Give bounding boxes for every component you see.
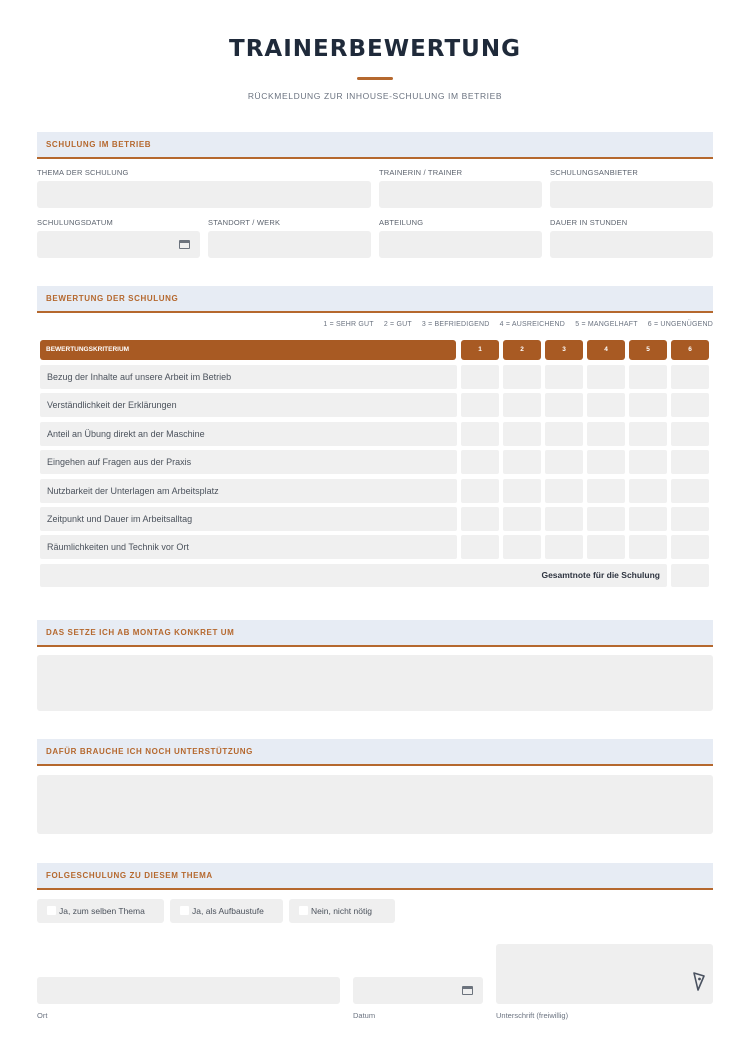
grade-cell-3[interactable] [545, 507, 583, 531]
section-header-umsetzung [37, 620, 713, 647]
calendar-icon[interactable] [462, 986, 473, 995]
grade-header-1: 1 [461, 340, 499, 360]
checkbox[interactable] [47, 906, 56, 915]
schulungsdatum-field[interactable] [37, 231, 200, 258]
section-header-folgeschulung [37, 863, 713, 890]
grade-cell-6[interactable] [671, 365, 709, 389]
option-selbes-thema[interactable] [37, 899, 164, 923]
grade-cell-1[interactable] [461, 450, 499, 474]
legend-item: 2 = GUT [383, 321, 412, 328]
criterion-label: Eingehen auf Fragen aus der Praxis [40, 450, 457, 474]
criterion-label: Anteil an Übung direkt an der Maschine [40, 422, 457, 446]
section-title: DAFÜR BRAUCHE ICH NOCH UNTERSTÜTZUNG [46, 747, 253, 756]
grade-cell-5[interactable] [629, 535, 667, 559]
grade-cell-6[interactable] [671, 450, 709, 474]
ort-field[interactable] [37, 977, 340, 1004]
option-label: Nein, nicht nötig [311, 906, 372, 916]
grade-cell-5[interactable] [629, 422, 667, 446]
grade-cell-3[interactable] [545, 479, 583, 503]
label-standort: STANDORT / WERK [208, 218, 281, 227]
grade-cell-4[interactable] [587, 507, 625, 531]
unterstuetzung-textarea[interactable] [37, 775, 713, 834]
option-aufbaustufe[interactable] [170, 899, 283, 923]
grade-cell-2[interactable] [503, 365, 541, 389]
grade-cell-4[interactable] [587, 365, 625, 389]
grade-cell-1[interactable] [461, 507, 499, 531]
grade-cell-1[interactable] [461, 422, 499, 446]
section-title: BEWERTUNG DER SCHULUNG [46, 294, 179, 303]
grade-header-2: 2 [503, 340, 541, 360]
checkbox[interactable] [180, 906, 189, 915]
datum-field[interactable] [353, 977, 483, 1004]
standort-field[interactable] [208, 231, 371, 258]
grade-cell-1[interactable] [461, 393, 499, 417]
grade-cell-6[interactable] [671, 507, 709, 531]
criterion-label: Bezug der Inhalte auf unsere Arbeit im Betrieb [40, 365, 457, 389]
label-unterschrift: Unterschrift (freiwillig) [496, 1011, 569, 1020]
signature-field[interactable] [496, 944, 713, 1004]
grade-header-4: 4 [587, 340, 625, 360]
label-anbieter: SCHULUNGSANBIETER [550, 168, 638, 177]
total-row [40, 564, 667, 587]
grade-cell-5[interactable] [629, 393, 667, 417]
section-title: DAS SETZE ICH AB MONTAG KONKRET UM [46, 628, 235, 637]
criterion-label: Nutzbarkeit der Unterlagen am Arbeitsplatz [40, 479, 457, 503]
calendar-icon[interactable] [179, 240, 190, 249]
trainer-field[interactable] [379, 181, 542, 208]
section-header-unterstuetzung [37, 739, 713, 766]
table-header-criterion [40, 340, 456, 360]
grade-cell-6[interactable] [671, 393, 709, 417]
checkbox[interactable] [299, 906, 308, 915]
option-label: Ja, als Aufbaustufe [192, 906, 264, 916]
section-header-schulung [37, 132, 713, 159]
umsetzung-textarea[interactable] [37, 655, 713, 711]
grade-cell-1[interactable] [461, 365, 499, 389]
title-underline [357, 77, 393, 80]
grade-cell-5[interactable] [629, 479, 667, 503]
grade-cell-5[interactable] [629, 450, 667, 474]
option-label: Ja, zum selben Thema [59, 906, 145, 916]
grade-cell-3[interactable] [545, 365, 583, 389]
grade-cell-4[interactable] [587, 535, 625, 559]
legend-item: 1 = SEHR GUT [323, 321, 374, 328]
grade-legend [37, 321, 713, 328]
total-label: Gesamtnote für die Schulung [541, 570, 660, 580]
option-nicht-noetig[interactable] [289, 899, 395, 923]
grade-cell-5[interactable] [629, 365, 667, 389]
criterion-label: Verständlichkeit der Erklärungen [40, 393, 457, 417]
grade-cell-3[interactable] [545, 393, 583, 417]
grade-cell-3[interactable] [545, 422, 583, 446]
label-ort: Ort [37, 1011, 48, 1020]
section-header-bewertung [37, 286, 713, 313]
grade-header-3: 3 [545, 340, 583, 360]
label-trainer: TRAINERIN / TRAINER [379, 168, 463, 177]
grade-cell-2[interactable] [503, 393, 541, 417]
pen-icon [692, 972, 706, 991]
label-dauer: DAUER IN STUNDEN [550, 218, 628, 227]
grade-cell-3[interactable] [545, 535, 583, 559]
thema-field[interactable] [37, 181, 371, 208]
legend-item: 3 = BEFRIEDIGEND [421, 321, 490, 328]
grade-cell-5[interactable] [629, 507, 667, 531]
table-header-label: BEWERTUNGSKRITERIUM [46, 346, 130, 353]
anbieter-field[interactable] [550, 181, 713, 208]
grade-cell-2[interactable] [503, 450, 541, 474]
grade-cell-6[interactable] [671, 535, 709, 559]
grade-header-5: 5 [629, 340, 667, 360]
grade-cell-6[interactable] [671, 422, 709, 446]
grade-cell-6[interactable] [671, 479, 709, 503]
legend-item: 5 = MANGELHAFT [575, 321, 638, 328]
label-thema: THEMA DER SCHULUNG [37, 168, 129, 177]
criterion-label: Räumlichkeiten und Technik vor Ort [40, 535, 457, 559]
grade-cell-2[interactable] [503, 507, 541, 531]
grade-header-6: 6 [671, 340, 709, 360]
section-title: SCHULUNG IM BETRIEB [46, 140, 152, 149]
grade-cell-4[interactable] [587, 479, 625, 503]
grade-cell-1[interactable] [461, 479, 499, 503]
grade-cell-2[interactable] [503, 535, 541, 559]
grade-cell-2[interactable] [503, 479, 541, 503]
grade-cell-4[interactable] [587, 422, 625, 446]
grade-cell-4[interactable] [587, 450, 625, 474]
label-abteilung: ABTEILUNG [379, 218, 424, 227]
abteilung-field[interactable] [379, 231, 542, 258]
grade-cell-3[interactable] [545, 450, 583, 474]
legend-item: 6 = UNGENÜGEND [647, 321, 713, 328]
legend-item: 4 = AUSREICHEND [499, 321, 566, 328]
page-subtitle: RÜCKMELDUNG ZUR INHOUSE-SCHULUNG IM BETRIEB [247, 91, 503, 101]
dauer-field[interactable] [550, 231, 713, 258]
grade-cell-2[interactable] [503, 422, 541, 446]
page-title: TRAINERBEWERTUNG [229, 36, 521, 62]
label-datum: Datum [353, 1011, 376, 1020]
grade-cell-1[interactable] [461, 535, 499, 559]
total-grade-field[interactable] [671, 564, 709, 587]
criterion-label: Zeitpunkt und Dauer im Arbeitsalltag [40, 507, 457, 531]
label-datum: SCHULUNGSDATUM [37, 218, 113, 227]
grade-cell-4[interactable] [587, 393, 625, 417]
section-title: FOLGESCHULUNG ZU DIESEM THEMA [46, 871, 213, 880]
